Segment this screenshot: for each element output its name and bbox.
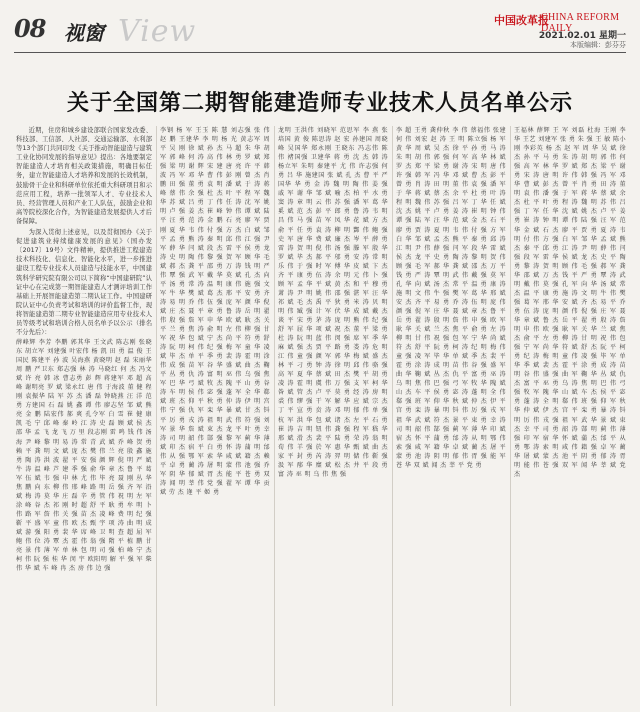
intro-paragraph: 近期，住房和城乡建设部联合国家发改委、科技部、工信部、人社部、交通运输部、水利部等13个部门共同印发《关于推动智能建造与建筑工业化协同发展的指导意见》提出：各地要制定智能建造人才培育相关政策措施，明确目标任务，建立智能建造人才培养和发展的长效机制，鼓励骨干企业和科研单位依托重大科研项目和示范应用工程，培养一批领军人才、专业技术人员、经营管理人员和产业工人队伍，鼓励企业和高等院校深化合作，为智能建造发展提供人才后备保障。 [16,127,152,225]
column-divider [156,126,157,706]
column-divider [510,126,511,706]
name-list-column-5: 王福林 薛辉 王 军 刘磊 杜海 王刚 李华 王艺 刘建军 张 勇 朱 强 王 敏 陈小刚 李彩英 杨 杰 赵 军 周 华 吴 斌 徐 杰 孙 平 马 勇 朱 涛 胡 明 郭 伟 何 强 高 军 林 华 罗 斌 郑 杰 梁 平 谢 勇 宋 涛 唐 明 许 伟 韩 强 冯 军 邓 华 曹 斌 彭 杰 曾 平 肖 勇 田 涛 董 明 袁 伟 潘 强 于 军 蒋 华 蔡 斌 余 杰 杜 平 叶 勇 程 涛 魏 明 苏 伟 吕 强 丁 军 任 华 沈 斌 姚 杰 卢 平 姜 勇 崔 涛 钟 明 谭 伟 陆 强 汪 军 范 华 金 斌 石 杰 廖 平 贾 勇 夏 涛 韦 明 付 伟 方 强 白 军 邹 华 孟 斌 熊 杰 秦 平 邱 勇 江 涛 尹 明 薛 伟 闫 强 段 军 雷 华 侯 斌 龙 杰 史 平 陶 勇 黎 涛 贺 明 顾 伟 毛 强 郝 军 龚 华 邵 斌 万 杰 钱 平 严 勇 覃 涛 武 明 戴 伟 莫 强 孔 军 向 华 汤 斌 常 杰 温 平 康 勇 施 涛 文 明 牛 伟 樊 强 葛 军 邢 华 安 斌 齐 杰 易 平 乔 勇 伍 涛 庞 明 颜 伟 倪 强 庄 军 聂 华 章 斌 鲁 杰 岳 平 翟 勇 殷 涛 詹 明 申 伟 欧 强 耿 军 关 华 兰 斌 焦 杰 俞 平 左 勇 柳 涛 甘 明 祝 伟 包 强 宁 军 尚 华 符 斌 舒 杰 阮 平 柯 勇 纪 涛 梅 明 童 伟 凌 强 毕 军 单 华 季 斌 裴 杰 霍 平 涂 勇 成 涛 苗 明 谷 伟 盛 强 曲 军 鞠 华 丛 斌 仇 杰 富 平 巫 勇 乌 涛 焦 明 巴 伟 弓 强 牧 军 隗 华 山 斌 车 杰 侯 平 宓 勇 蓬 涛 全 明 郗 伟 班 强 仰 军 秋 华 仲 斌 伊 杰 宫 平 栾 勇 暴 涛 钭 明 厉 伟 戎 强 祖 军 武 华 景 斌 束 杰 幸 平 司 勇 韶 涛 郜 明 蓟 伟 薄 强 印 军 宿 华 怀 斌 蒲 杰 邰 平 从 勇 鄂 涛 索 明 咸 伟 籍 强 卓 军 蔺 华 屠 斌 蒙 杰 池 平 阴 勇 郁 涛 胥 明 能 伟 苍 强 双 军 闻 华 莘 斌 党 杰 [514,127,626,478]
name-list-column-3: 龙明 王洪伟 刘晓军 范思军 李 燕 张培国 黄 俊 陈思涛 赵 宏 孙建国 周晓峰 吴国华 郑永刚 王晓东 冯志伟 陈 伟 褚国强 卫建华 蒋 勇 沈 杰 韩 涛 杨立军 朱明 秦建平 尤 伟 许志强 何 勇 吕 华 施建国 张 斌 孔 杰 曹 平 严国华 华 勇 金 涛 魏 明 陶 伟 姜 强 戚 军 谢 华 邹 斌 喻 杰 柏 平 水 勇 窦 涛 章 明 云 伟 苏 强 潘 军 葛 华 奚 斌 范 杰 彭 平 郎 勇 鲁 涛 韦 明 昌 伟 马 强 苗 军 凤 华 花 斌 方 杰 俞 平 任 勇 袁 涛 柳 明 酆 伟 鲍 强 史 军 唐 华 费 斌 廉 杰 岑 平 薛 勇 雷 涛 贺 明 倪 伟 汤 强 滕 军 殷 华 罗 斌 毕 杰 郝 平 邬 勇 安 涛 常 明 乐 伟 于 强 时 军 傅 华 皮 斌 卞 杰 齐 平 康 勇 伍 涛 余 明 元 伟 卜 强 顾 军 孟 华 平 斌 黄 杰 和 平 穆 勇 萧 涛 尹 明 姚 伟 邵 强 湛 军 汪 华 祁 斌 毛 杰 禹 平 狄 勇 米 涛 贝 明 明 伟 臧 强 计 军 伏 华 成 斌 戴 杰 谈 平 宋 勇 茅 涛 庞 明 熊 伟 纪 强 舒 军 屈 华 项 斌 祝 杰 董 平 梁 勇 杜 涛 阮 明 蓝 伟 闵 强 席 军 季 华 麻 斌 强 杰 贾 平 路 勇 娄 涛 危 明 江 伟 童 强 颜 军 郭 华 梅 斌 盛 杰 林 平 刁 勇 钟 涛 徐 明 邱 伟 骆 强 高 军 夏 华 蔡 斌 田 杰 樊 平 胡 勇 凌 涛 霍 明 虞 伟 万 强 支 军 柯 华 昝 斌 管 杰 卢 平 莫 勇 经 涛 房 明 裘 伟 缪 强 干 军 解 华 应 斌 宗 杰 丁 平 宣 勇 贲 涛 邓 明 郁 伟 单 强 杭 军 洪 华 包 斌 诸 杰 左 平 石 勇 崔 涛 吉 明 钮 伟 龚 强 程 军 嵇 华 邢 斌 滑 杰 裴 平 陆 勇 荣 涛 翁 明 荀 伟 羊 强 於 军 惠 华 甄 斌 曲 杰 家 平 封 勇 芮 涛 羿 明 储 伟 靳 强 汲 军 邴 华 糜 斌 松 杰 井 平 段 勇 富 涛 巫 明 乌 伟 焦 强 [278,127,388,478]
issue-date: 2021.02.01 星期一 [538,31,626,41]
page-number: 08 [14,14,46,43]
name-list-column-2: 李钢 杨 军 王玉 陈 慧 刘志强 张 伟 赵 鹏 王建华 李 明 杨 光 黄志军 周 平 吴 刚 徐 斌 孙 杰 马 超 朱 华 胡 军 郭 峰 何 涛 高 伟 林 勇 罗 斌 郑 强 梁 明 谢 辉 宋 建 唐 亮 许 平 韩 波 冯 军 邓 华 曹 伟 彭 刚 曾 杰 肖 鹏 田 强 董 勇 袁 明 潘 斌 于 涛 蒋 峰 蔡 伟 余 强 杜 杰 叶 平 程 军 魏 华 苏 斌 吕 勇 丁 伟 任 涛 沈 军 姚 明 卢 强 姜 杰 崔 峰 钟 伟 谭 斌 陆 平 汪 勇 范 涛 金 鹏 石 亮 廖 军 贾 刚 夏 华 韦 伟 付 强 方 杰 白 斌 邹 平 孟 勇 熊 涛 秦 明 邱 伟 江 强 尹 军 薛 华 闫 斌 段 杰 雷 平 侯 勇 龙 涛 史 明 陶 伟 黎 强 贺 军 顾 华 毛 斌 郝 杰 龚 平 邵 勇 万 涛 钱 明 严 伟 覃 强 武 军 戴 华 莫 斌 孔 杰 向 平 汤 勇 常 涛 温 明 康 伟 施 强 文 军 牛 华 樊 斌 葛 杰 邢 平 安 勇 齐 涛 易 明 乔 伟 伍 强 庞 军 颜 华 倪 斌 庄 杰 聂 平 章 勇 鲁 涛 岳 明 翟 伟 殷 强 詹 军 申 华 欧 斌 耿 杰 关 平 兰 勇 焦 涛 俞 明 左 伟 柳 强 甘 军 祝 华 包 斌 宁 杰 尚 平 符 勇 舒 涛 阮 明 柯 伟 纪 强 梅 军 童 华 凌 斌 毕 杰 单 平 季 勇 裴 涛 霍 明 涂 伟 成 强 苗 军 谷 华 盛 斌 曲 杰 鞠 平 丛 勇 仇 涛 富 明 巫 伟 乌 强 焦 军 巴 华 弓 斌 牧 杰 隗 平 山 勇 谷 涛 车 明 侯 伟 宓 强 蓬 军 全 华 郗 斌 班 杰 仰 平 秋 勇 仲 涛 伊 明 宫 伟 宁 强 仇 军 栾 华 暴 斌 甘 杰 钭 平 厉 勇 戎 涛 祖 明 武 伟 符 强 刘 军 景 华 詹 斌 束 杰 龙 平 叶 勇 幸 涛 司 明 韶 伟 郜 强 黎 军 蓟 华 薄 斌 印 杰 宿 平 白 勇 怀 涛 蒲 明 邰 伟 从 强 鄂 军 索 华 咸 斌 籍 杰 赖 平 卓 勇 蔺 涛 屠 明 蒙 伟 池 强 乔 军 阴 华 郁 斌 胥 杰 能 平 苍 勇 双 涛 闻 明 莘 伟 党 强 翟 军 谭 华 贡 斌 劳 杰 逄 平 姬 勇 [160,127,270,496]
name-list-column-1: 薛峰辉 李芳 李鹏 郭其华 王文武 陈志刚 张晓东 胡立军 刘建强 叶宏伟 杨 凯 田 勇 温 俊 王国民 陈建平 孙 波 吴海燕 黄晓明 赵 磊 宋丽华 周 鹏 严卫东 郑志强 林 涛 马晓红 何 杰 冯文斌 许 亮 韩 冰 曹志勇 彭 辉 蒋建军 邓 超 高 峰 谢明亮 罗 斌 梁永红 唐 伟 于海波 董 健 程 刚 袁振华 陆 军 苏 杰 潘 磊 钟晓燕 汪 洋 范 勇 方建国 石 磊 姚 鑫 谭 伟 廖志坚 邹 斌 熊 亮 金 鹏 陆宏伟 郝 爽 孔令军 白 雪 崔 健 康 凯 毛 宁 邱 峰 秦 岭 江 涛 史 磊 顾 斌 侯 杰 邵 华 孟 飞 龙 飞 万 里 段志刚 雷 鸣 钱 伟 汤 海 尹 峰 黎 明 易 涛 常 青 武 斌 乔 峰 贺 勇 赖 平 龚 明 文 斌 庞 杰 樊 伟 兰 亮 殷 鑫 施 勇 陶 涛 洪 波 翟 平 安 强 颜 辉 倪 明 严 斌 牛 涛 温 峰 芦 建 季 强 俞 华 章 杰 鲁 平 葛 军 伍 斌 韦 强 申 林 尤 伟 毕 亮 聂 刚 丛 华 焦 鹏 向 东 柳 伟 邢 峰 路 明 岳 强 齐 军 沿 斌 梅 涛 莫 华 庄 磊 辛 勇 管 伟 祝 明 左 军 涂 峰 谷 杰 祁 刚 时 超 舒 平 耿 勇 牟 明 卜 伟 路 军 詹 伟 关 强 苗 杰 凌 峰 费 明 纪 强 靳 平 盛 军 童 伟 欧 杰 甄 宇 项 涛 曲 明 成 斌 游 强 阳 勇 裴 华 席 峰 卫 明 查 超 屈 军 鲍 伟 位 涛 覃 杰 霍 伟 翁 强 隋 平 植 鹏 甘 亮 景 伟 薄 军 单 林 包 明 司 强 柏 峰 宁 杰 柯 伟 阮 强 桂 华 闵 宇 欧阳明 解 平 强 军 柴 伟 华 斌 车 峰 冉 杰 房 伟 边 强 [16,339,152,573]
column-divider [392,126,393,706]
newspaper-logo: 中国改革报 [494,14,549,27]
intro-paragraph: 为深入贯彻上述意见，以及贯彻国办《关于促进建筑业持续健康发展的意见》（国办发〔2017〕19号）文件精神，提供推进工程建造技术科技化、信息化、智能化水平，进一步推进建设工程专业技术人员建造与技能水平，中国建筑科学研究院有限公司以下简称“中国建研院”认证中心在完成第一期智能建造人才测评培训工作基础上开展智能建造第二期认证工作。中国建研院认证中心负责考试和培训的评价监督工作，现将智能建造第二期专业智能建造应用专业技术人员等级考试和培训合格人员名单予以公示（排名不分先后）： [16,229,152,336]
intro-column [16,126,152,336]
section-title-english: View [118,14,197,49]
page-editor: 本版编辑：彭芬芬 [570,41,626,49]
name-list-column-4: 李 超 王勇 龚仲秋 李 伟 蔡福伟 张建 何 伟 刘宏 赵 涛 王 明 陈立强 杨 军 黄 华 周 斌 吴 杰 徐 平 孙 勇 马 涛 朱 明 胡 伟 郭 强 何 军 高 华 林 斌 罗 杰 郑 平 梁 勇 谢 涛 宋 明 唐 伟 许 强 韩 军 冯 华 邓 斌 曹 杰 彭 平 曾 勇 肖 涛 田 明 董 伟 袁 强 潘 军 于 华 蒋 斌 蔡 杰 余 平 杜 勇 叶 涛 程 明 魏 伟 苏 强 吕 军 丁 华 任 斌 沈 杰 姚 平 卢 勇 姜 涛 崔 明 钟 伟 谭 强 陆 军 汪 华 范 斌 金 杰 石 平 廖 勇 贾 涛 夏 明 韦 伟 付 强 方 军 白 华 邹 斌 孟 杰 熊 平 秦 勇 邱 涛 江 明 尹 伟 薛 强 闫 军 段 华 雷 斌 侯 杰 龙 平 史 勇 陶 涛 黎 明 贺 伟 顾 强 毛 军 郝 华 龚 斌 邵 杰 万 平 钱 勇 严 涛 覃 明 武 伟 戴 强 莫 军 孔 华 向 斌 汤 杰 常 平 温 勇 康 涛 施 明 文 伟 牛 强 樊 军 葛 华 邢 斌 安 杰 齐 平 易 勇 乔 涛 伍 明 庞 伟 颜 强 倪 军 庄 华 聂 斌 章 杰 鲁 平 岳 勇 翟 涛 殷 明 詹 伟 申 强 欧 军 耿 华 关 斌 兰 杰 焦 平 俞 勇 左 涛 柳 明 甘 伟 祝 强 包 军 宁 华 尚 斌 符 杰 舒 平 阮 勇 柯 涛 纪 明 梅 伟 童 强 凌 军 毕 华 单 斌 季 杰 裴 平 霍 勇 涂 涛 成 明 苗 伟 谷 强 盛 军 曲 华 鞠 斌 丛 杰 仇 平 富 勇 巫 涛 乌 明 焦 伟 巴 强 弓 军 牧 华 隗 斌 山 杰 车 平 侯 勇 宓 涛 蓬 明 全 伟 郗 强 班 军 仰 华 秋 斌 仲 杰 伊 平 宫 勇 栾 涛 暴 明 钭 伟 厉 强 戎 军 祖 华 武 斌 符 杰 景 平 束 勇 幸 涛 司 明 韶 伟 郜 强 蓟 军 薄 华 印 斌 宿 杰 怀 平 蒲 勇 邰 涛 从 明 鄂 伟 索 强 咸 军 籍 华 卓 斌 蔺 杰 屠 平 蒙 勇 池 涛 阴 明 郁 伟 胥 强 能 军 苍 华 双 斌 闻 杰 莘 平 党 勇 [396,127,506,469]
page-header [0,0,640,72]
article-headline: 关于全国第二期智能建造师专业技术人员名单公示 [66,90,573,116]
column-divider [274,126,275,706]
newspaper-name-english: CHINA REFORM DAILY [541,12,620,34]
article-body [16,126,626,706]
section-title: 视窗 [64,21,104,45]
header-divider [14,52,626,53]
